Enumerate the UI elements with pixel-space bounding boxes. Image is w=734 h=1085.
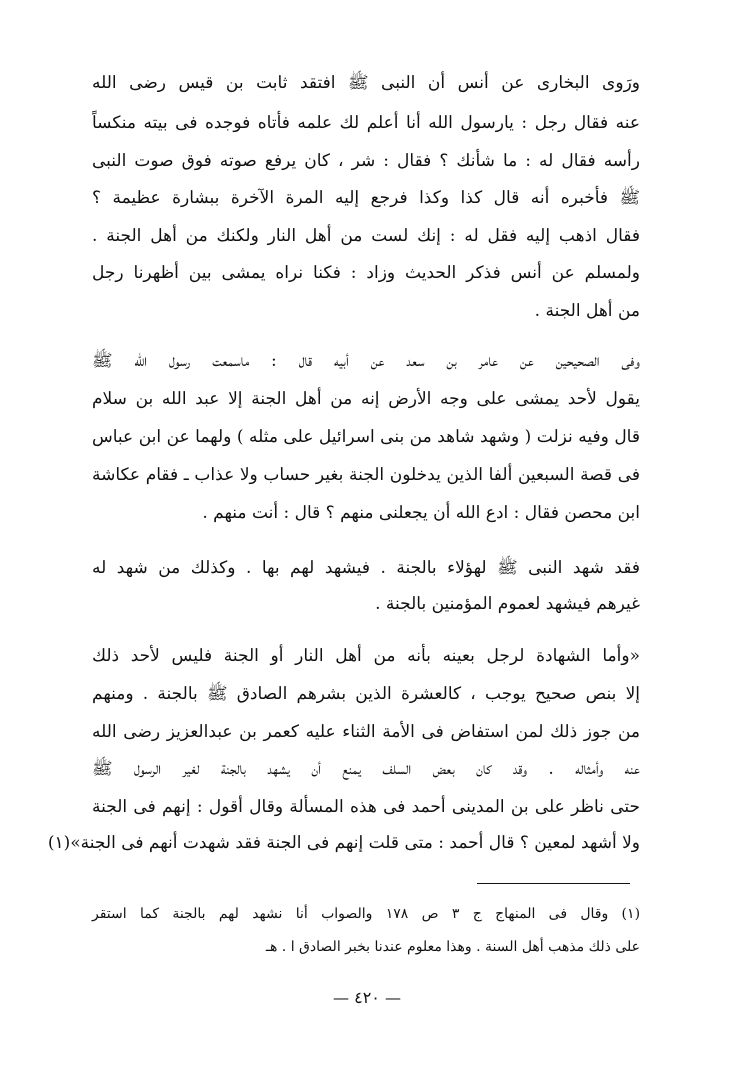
page-number: — ٤٢٠ — [333, 988, 401, 1007]
text-line: فى قصة السبعين ألفا الذين يدخلون الجنة بغير حساب ولا عذاب ـ فقام عكاشة [92, 465, 640, 485]
text-line: قال وفيه نزلت ( وشهد شاهد من بنى اسرائيل على مثله ) ولهما عن ابن عباس [92, 427, 640, 447]
text-line: ﷺ فأخبره أنه قال كذا وكذا فرجع إليه المرة الآخرة ببشارة عظيمة ؟ [92, 188, 640, 208]
text-line: وفى الصحيحين عن عامر بن سعد عن أبيه قال : ماسمعت رسول الله ﷺ [92, 351, 640, 371]
text-line: غيرهم فيشهد لعموم المؤمنين بالجنة . [375, 594, 640, 614]
text-line: من جوز ذلك لمن استفاض فى الأمة الثناء عليه كعمر بن عبدالعزيز رضى الله [92, 722, 640, 742]
footnote-line: على ذلك مذهب أهل السنة . وهذا معلوم عندنا بخبر الصادق ا . هـ [265, 939, 640, 955]
text-line: عنه فقال رجل : يارسول الله أنا أعلم لك علمه فأتاه فوجده فى بيته منكساً [92, 113, 640, 133]
text-line: يقول لأحد يمشى على وجه الأرض إنه من أهل الجنة إلا عبد الله بن سلام [92, 389, 640, 409]
text-line: ولمسلم عن أنس فذكر الحديث وزاد : فكنا نراه يمشى بين أظهرنا رجل [92, 263, 640, 283]
text-line: «وأما الشهادة لرجل بعينه بأنه من أهل النار أو الجنة فليس لأحد ذلك [92, 646, 640, 666]
text-line: حتى ناظر على بن المدينى أحمد فى هذه المسألة وقال أقول : إنهم فى الجنة [92, 797, 640, 817]
text-line: عنه وأمثاله . وقد كان بعض السلف يمنع أن يشهد بالجنة لغير الرسول ﷺ [92, 759, 640, 779]
text-line: رأسه فقال له : ما شأنك ؟ فقال : شر ، كان يرفع صوته فوق صوت النبى [92, 151, 640, 171]
text-line: ابن محصن فقال : ادع الله أن يجعلنى منهم ؟ قال : أنت منهم . [202, 503, 640, 523]
footnote-line: (١) وقال فى المنهاج ج ٣ ص ١٧٨ والصواب أنا نشهد لهم بالجنة كما استقر [92, 906, 641, 922]
text-line: ورَوى البخارى عن أنس أن النبى ﷺ افتقد ثابت بن قيس رضى الله [92, 73, 640, 93]
text-line: إلا بنص صحيح يوجب ، كالعشرة الذين بشرهم الصادق ﷺ بالجنة . ومنهم [92, 684, 640, 704]
footnote-separator [477, 883, 630, 884]
text-line: ولا أشهد لمعين ؟ قال أحمد : متى قلت إنهم فى الجنة فقد شهدت أنهم فى الجنة»(١) [47, 833, 640, 853]
text-line: فقال اذهب إليه فقل له : إنك لست من أهل النار ولكنك من أهل الجنة . [92, 226, 640, 246]
text-line: من أهل الجنة . [534, 301, 640, 321]
text-line: فقد شهد النبى ﷺ لهؤلاء بالجنة . فيشهد لهم بها . وكذلك من شهد له [92, 558, 640, 578]
